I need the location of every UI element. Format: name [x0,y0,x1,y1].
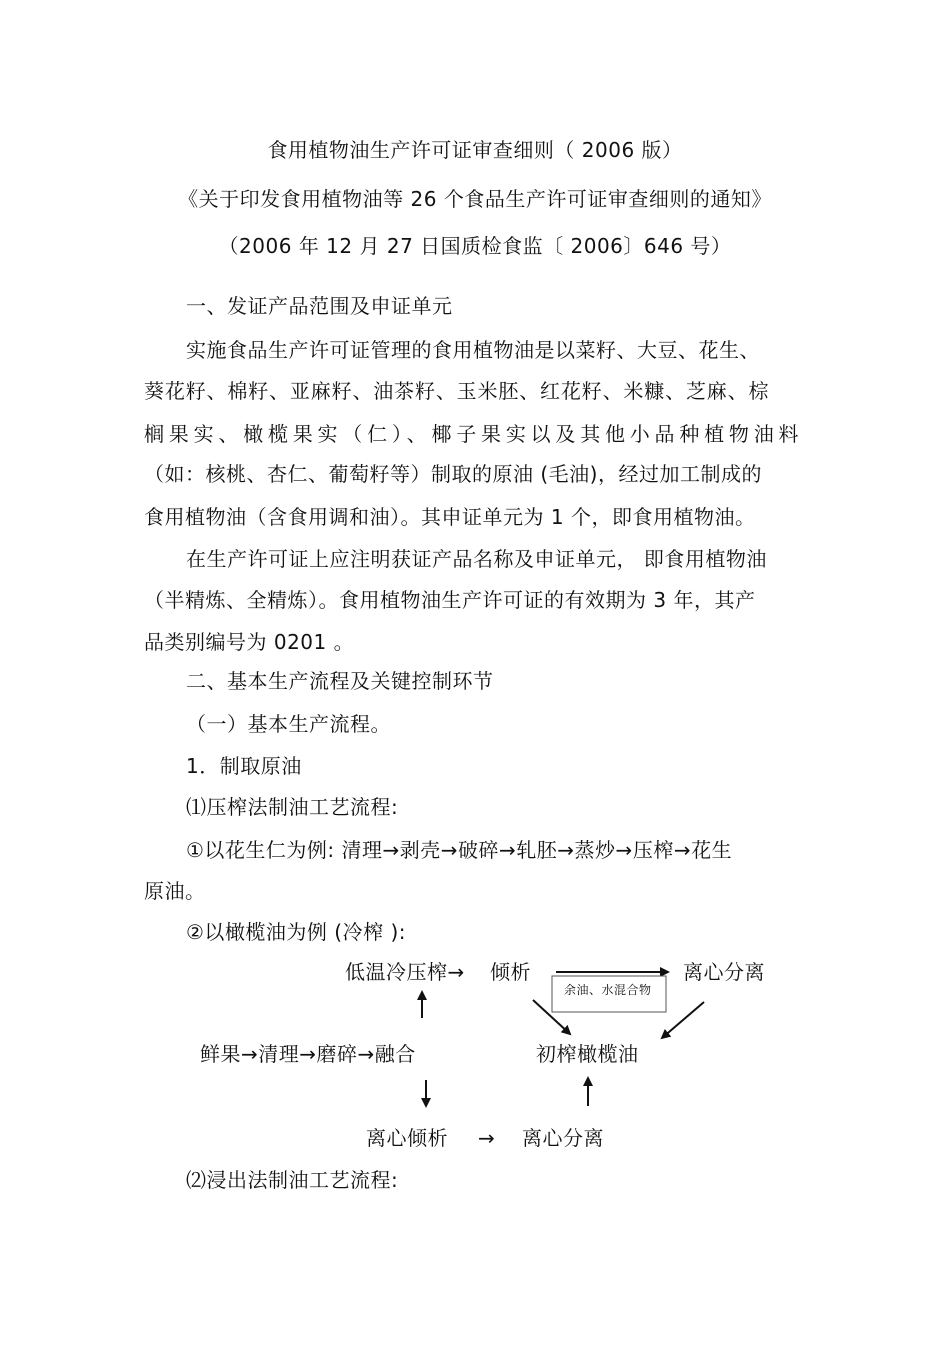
item-1b-heading: ⑵浸出法制油工艺流程: [186,1168,399,1192]
section-1-heading: 一、发证产品范围及申证单元 [186,294,453,318]
paragraph-1-line: 榈果实、橄榄果实（仁）、椰子果实以及其他小品种植物油料 [144,422,799,446]
item-1a-heading: ⑴压榨法制油工艺流程: [186,795,399,819]
flow-centrifuge-decant: 离心倾析 [366,1126,448,1150]
flow-arrow-glyph: → [478,1126,496,1150]
paragraph-1-line: （如：核桃、杏仁、葡萄籽等）制取的原油 (毛油)，经过加工制成的 [144,462,762,486]
paragraph-1-line: 食用植物油（含食用调和油）。其申证单元为 1 个，即食用植物油。 [144,505,756,529]
peanut-process-line: 原油。 [144,879,206,903]
flow-virgin-oil: 初榨橄榄油 [536,1042,639,1066]
document-title: 食用植物油生产许可证审查细则（ 2006 版） [267,138,683,162]
notice-title: 《关于印发食用植物油等 26 个食品生产许可证审查细则的通知》 [178,187,772,211]
flow-decant: 倾析 [490,960,531,984]
paragraph-1-line: 葵花籽、棉籽、亚麻籽、油茶籽、玉米胚、红花籽、米糠、芝麻、棕 [144,379,769,403]
olive-process-heading: ②以橄榄油为例 (冷榨 ): [186,920,406,944]
peanut-process-line: ①以花生仁为例: 清理→剥壳→破碎→轧胚→蒸炒→压榨→花生 [186,838,733,862]
subsection-heading: （一）基本生产流程。 [186,712,391,736]
paragraph-2-line: （半精炼、全精炼）。食用植物油生产许可证的有效期为 3 年，其产 [144,588,756,612]
arrow-centrifuge-to-oil [662,1002,704,1038]
paragraph-1-line: 实施食品生产许可证管理的食用植物油是以菜籽、大豆、花生、 [186,338,760,362]
flow-centrifuge-top: 离心分离 [683,960,765,984]
paragraph-2-line: 在生产许可证上应注明获证产品名称及申证单元， 即食用植物油 [186,547,767,571]
item-1-heading: 1．制取原油 [186,754,302,778]
doc-number: （2006 年 12 月 27 日国质检食监〔 2006〕646 号） [218,234,732,258]
flow-centrifuge-bottom: 离心分离 [522,1126,604,1150]
paragraph-2-line: 品类别编号为 0201 。 [144,630,355,654]
flow-cold-press: 低温冷压榨→ [345,960,465,984]
flow-residue-label: 余油、水混合物 [564,983,652,997]
flow-fresh-fruit: 鲜果→清理→磨碎→融合 [200,1042,416,1066]
section-2-heading: 二、基本生产流程及关键控制环节 [186,669,494,693]
